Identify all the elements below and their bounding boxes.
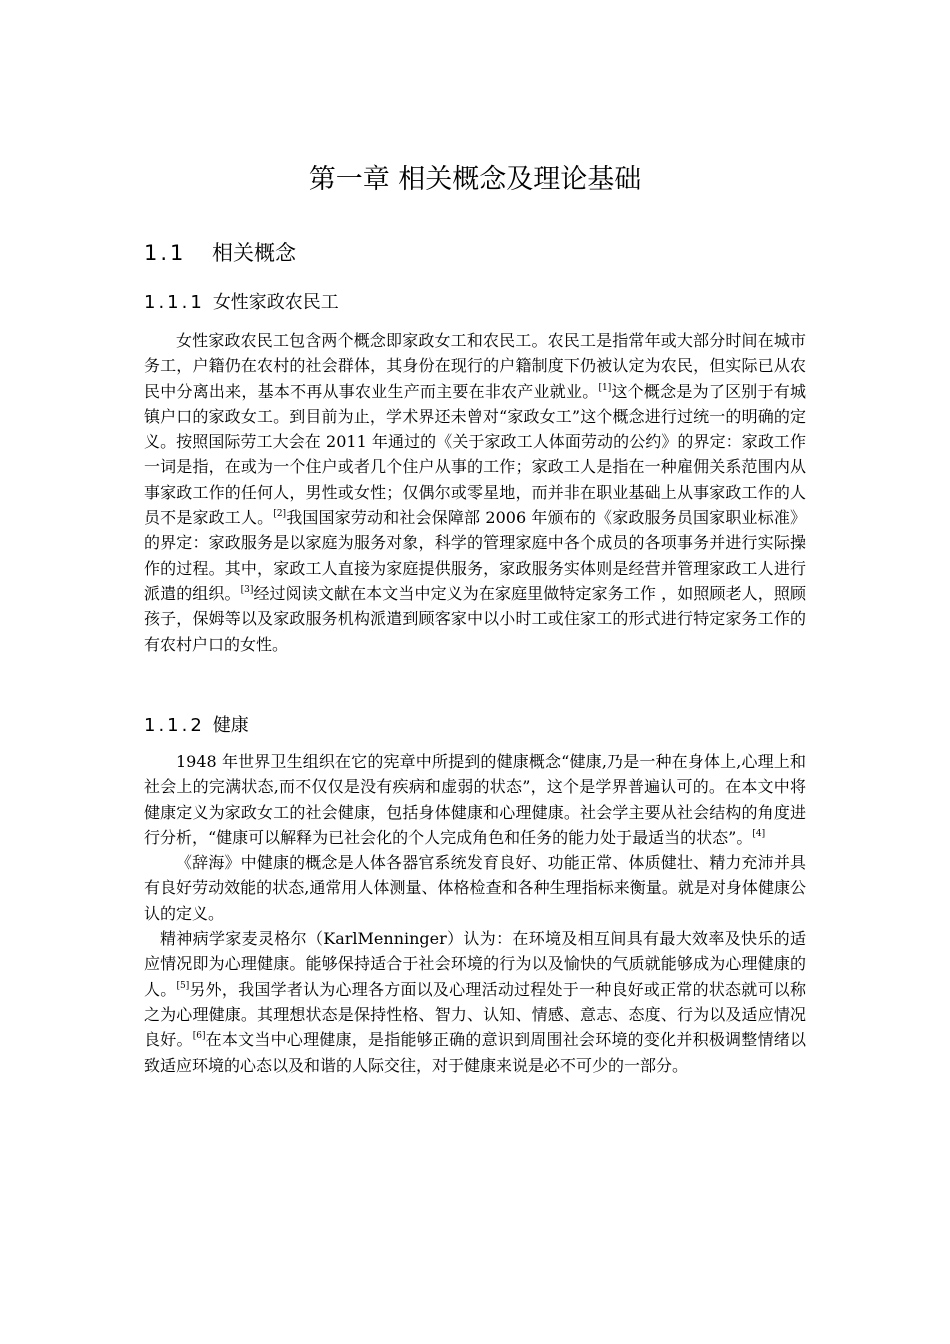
citation-ref: [2] (273, 509, 287, 520)
citation-ref: [3] (240, 584, 254, 595)
section-1-1-2-body (144, 749, 806, 1078)
subsection-title: 女性家政农民工 (212, 292, 339, 313)
chapter-title: 第一章 相关概念及理论基础 (308, 164, 642, 195)
section-title: 相关概念 (212, 241, 296, 265)
paragraph: 《辞海》中健康的概念是人体各器官系统发育良好、功能正常、体质健壮、精力充沛并具有良好劳动效能的状态,通常用人体测量、体格检查和各种生理指标来衡量。就是对身体健康公认的定义。 (144, 853, 806, 923)
paragraph: 精神病学家麦灵格尔（KarlMenninger）认为：在环境及相互间具有最大效率及快乐的适应情况即为心理健康。能够保持适合于社会环境的行为以及愉快的气质就能够成为心理健康的人。[5]另外，我国学者认为心理各方面以及心理活动过程处于一种良好或正常的状态就可以称之为心理健康。其理想状态是保持性格、智力、认知、情感、意志、态度、行为以及适应情况良好。[6]在本文当中心理健康，是指能够正确的意识到周围社会环境的变化并积极调整情绪以致适应环境的心态以及和谐的人际交往，对于健康来说是必不可少的一部分。 (144, 929, 806, 1075)
citation-ref: [5] (176, 980, 190, 991)
section-number: 1.1 (144, 241, 187, 265)
paragraph: 1948 年世界卫生组织在它的宪章中所提到的健康概念“健康,乃是一种在身体上,心理上和社会上的完满状态,而不仅仅是没有疾病和虚弱的状态”，这个是学界普遍认可的。在本文中将健康定义为家政女工的社会健康，包括身体健康和心理健康。社会学主要从社会结构的角度进行分析，“健康可以解释为已社会化的个人完成角色和任务的能力处于最适当的状态”。[4] (144, 752, 806, 847)
subsection-heading-1-1-2 (144, 713, 249, 739)
subsection-number: 1.1.1 (144, 292, 205, 313)
citation-ref: [6] (192, 1031, 206, 1042)
citation-ref: [1] (598, 382, 612, 393)
subsection-title: 健康 (212, 715, 249, 736)
section-heading-1-1 (144, 238, 296, 268)
subsection-number: 1.1.2 (144, 715, 205, 736)
subsection-heading-1-1-1 (144, 290, 339, 316)
citation-ref: [4] (752, 828, 766, 839)
paragraph: 女性家政农民工包含两个概念即家政女工和农民工。农民工是指常年或大部分时间在城市务工，户籍仍在农村的社会群体，其身份在现行的户籍制度下仍被认定为农民，但实际已从农民中分离出来，基本不再从事农业生产而主要在非农产业就业。[1]这个概念是为了区别于有城镇户口的家政女工。到目前为止，学术界还未曾对“家政女工”这个概念进行过统一的明确的定义。按照国际劳工大会在 2011 年通过的《关于家政工人体面劳动的公约》的界定：家政工作一词是指，在或为一个住户或者几个住户从事的工作；家政工人是指在一种雇佣关系范围内从事家政工作的任何人，男性或女性；仅偶尔或零星地，而并非在职业基础上从事家政工作的人员不是家政工人。[2]我国国家劳动和社会保障部 2006 年颁布的《家政服务员国家职业标准》的界定：家政服务是以家庭为服务对象，科学的管理家庭中各个成员的各项事务并进行实际操作的过程。其中，家政工人直接为家庭提供服务，家政服务实体则是经营并管理家政工人进行派遣的组织。[3]经过阅读文献在本文当中定义为在家庭里做特定家务工作 ，如照顾老人，照顾孩子，保姆等以及家政服务机构派遣到顾客家中以小时工或住家工的形式进行特定家务工作的有农村户口的女性。 (144, 331, 806, 654)
section-1-1-1-body (144, 328, 806, 657)
